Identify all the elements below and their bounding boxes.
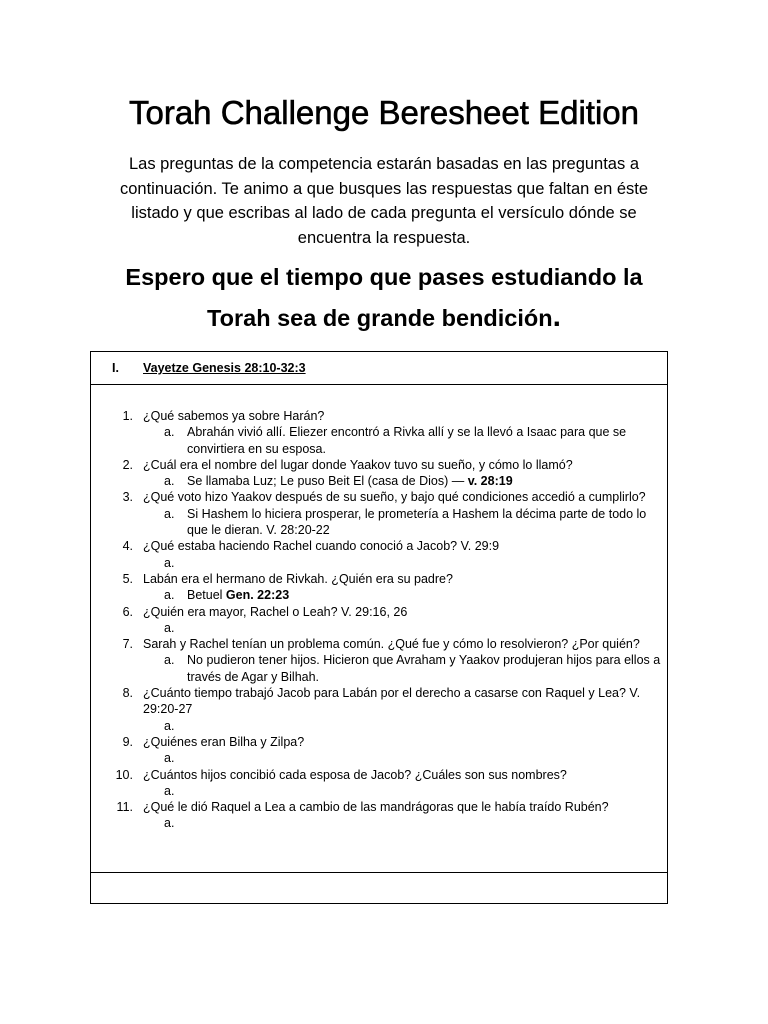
question-number: 7. <box>122 637 133 652</box>
question-text: ¿Qué estaba haciendo Rachel cuando conoció a Jacob? V. 29:9 <box>143 539 500 554</box>
question-table <box>90 351 668 904</box>
question-item <box>91 489 667 505</box>
question-number: 6. <box>122 604 133 619</box>
answer-letter: a. <box>164 718 175 733</box>
question-item <box>91 734 667 750</box>
question-number: 5. <box>122 571 133 586</box>
question-number: 4. <box>122 539 133 554</box>
answer-text: Se llamaba Luz; Le puso Beit El (casa de Dios) — <box>187 474 468 489</box>
question-text: Sarah y Rachel tenían un problema común. ¿Qué fue y cómo lo resolvieron? ¿Por quién? <box>143 637 640 652</box>
question-item <box>91 457 667 473</box>
answer-letter: a. <box>164 816 175 831</box>
answer-item <box>91 587 667 603</box>
answer-letter: a. <box>164 620 175 635</box>
question-number: 10. <box>115 767 133 782</box>
answer-item <box>91 506 667 539</box>
question-text: ¿Qué le dió Raquel a Lea a cambio de las mandrágoras que le había traído Rubén? <box>143 800 609 815</box>
answer-letter: a. <box>164 783 175 798</box>
table-header-row <box>91 352 667 385</box>
answer-item <box>91 620 667 636</box>
question-item <box>91 604 667 620</box>
intro-paragraph: Las preguntas de la competencia estarán basadas en las preguntas a continuación. Te animo a que busques las respuestas que faltan en éste listado y que escribas al lado de cada pregunta el versículo dónde se encuentra la respuesta. <box>119 155 649 247</box>
question-item <box>91 408 667 424</box>
answer-text: Betuel <box>187 588 226 603</box>
question-number: 2. <box>122 457 133 472</box>
blessing-heading <box>80 258 688 338</box>
answer-item <box>91 652 667 685</box>
blessing-line-2: Torah sea de grande bendición <box>207 305 553 331</box>
question-text: Labán era el hermano de Rivkah. ¿Quién era su padre? <box>143 571 453 586</box>
question-item <box>91 636 667 652</box>
question-list <box>91 408 667 832</box>
verse-reference: Gen. 22:23 <box>225 588 290 603</box>
document-title: Torah Challenge Beresheet Edition <box>128 94 639 131</box>
answer-item <box>91 783 667 799</box>
question-item <box>91 571 667 587</box>
question-text: ¿Cuál era el nombre del lugar donde Yaakov tuvo su sueño, y cómo lo llamó? <box>143 457 573 472</box>
answer-item <box>91 424 667 457</box>
question-item <box>91 799 667 815</box>
question-text: ¿Cuánto tiempo trabajó Jacob para Labán por el derecho a casarse con Raquel y Lea? V. 29:20-27 <box>143 686 641 717</box>
question-text: ¿Quién era mayor, Rachel o Leah? V. 29:16, 26 <box>143 604 408 619</box>
verse-reference: v. 28:19 <box>467 474 513 489</box>
question-number: 8. <box>122 686 133 701</box>
answer-item <box>91 815 667 831</box>
answer-text: Abrahán vivió allí. Eliezer encontró a Rivka allí y se la llevó a Isaac para que se convirtiera en su esposa. <box>187 425 627 456</box>
answer-item <box>91 555 667 571</box>
blessing-period: . <box>552 300 561 333</box>
section-heading: Vayetze Genesis 28:10-32:3 <box>143 361 306 375</box>
answer-item <box>91 718 667 734</box>
answer-item <box>91 473 667 489</box>
question-number: 3. <box>122 490 133 505</box>
answer-letter: a. <box>164 555 175 570</box>
question-text: ¿Quiénes eran Bilha y Zilpa? <box>143 734 305 749</box>
answer-item <box>91 750 667 766</box>
question-item <box>91 538 667 554</box>
answer-letter: a. <box>164 506 175 521</box>
question-number: 1. <box>122 409 133 423</box>
table-empty-row <box>91 872 667 903</box>
answer-letter: a. <box>164 653 175 668</box>
answer-letter: a. <box>164 474 175 489</box>
answer-text: No pudieron tener hijos. Hicieron que Avraham y Yaakov produjeran hijos para ellos a través de Agar y Bilhah. <box>187 653 661 684</box>
question-item <box>91 767 667 783</box>
answer-letter: a. <box>164 425 175 440</box>
question-item <box>91 685 667 718</box>
question-number: 11. <box>116 800 133 815</box>
answer-letter: a. <box>164 588 175 603</box>
section-number: I. <box>112 361 119 375</box>
answer-letter: a. <box>164 751 175 766</box>
answer-text: Si Hashem lo hiciera prosperar, le prometería a Hashem la décima parte de todo lo que le dieran. V. 28:20-22 <box>187 506 647 538</box>
question-text: ¿Qué voto hizo Yaakov después de su sueño, y bajo qué condiciones accedió a cumplirlo? <box>143 490 646 505</box>
question-number: 9. <box>122 734 133 749</box>
question-text: ¿Qué sabemos ya sobre Harán? <box>143 409 325 423</box>
blessing-line-1: Espero que el tiempo que pases estudiando la <box>125 264 643 290</box>
question-text: ¿Cuántos hijos concibió cada esposa de Jacob? ¿Cuáles son sus nombres? <box>143 767 567 782</box>
